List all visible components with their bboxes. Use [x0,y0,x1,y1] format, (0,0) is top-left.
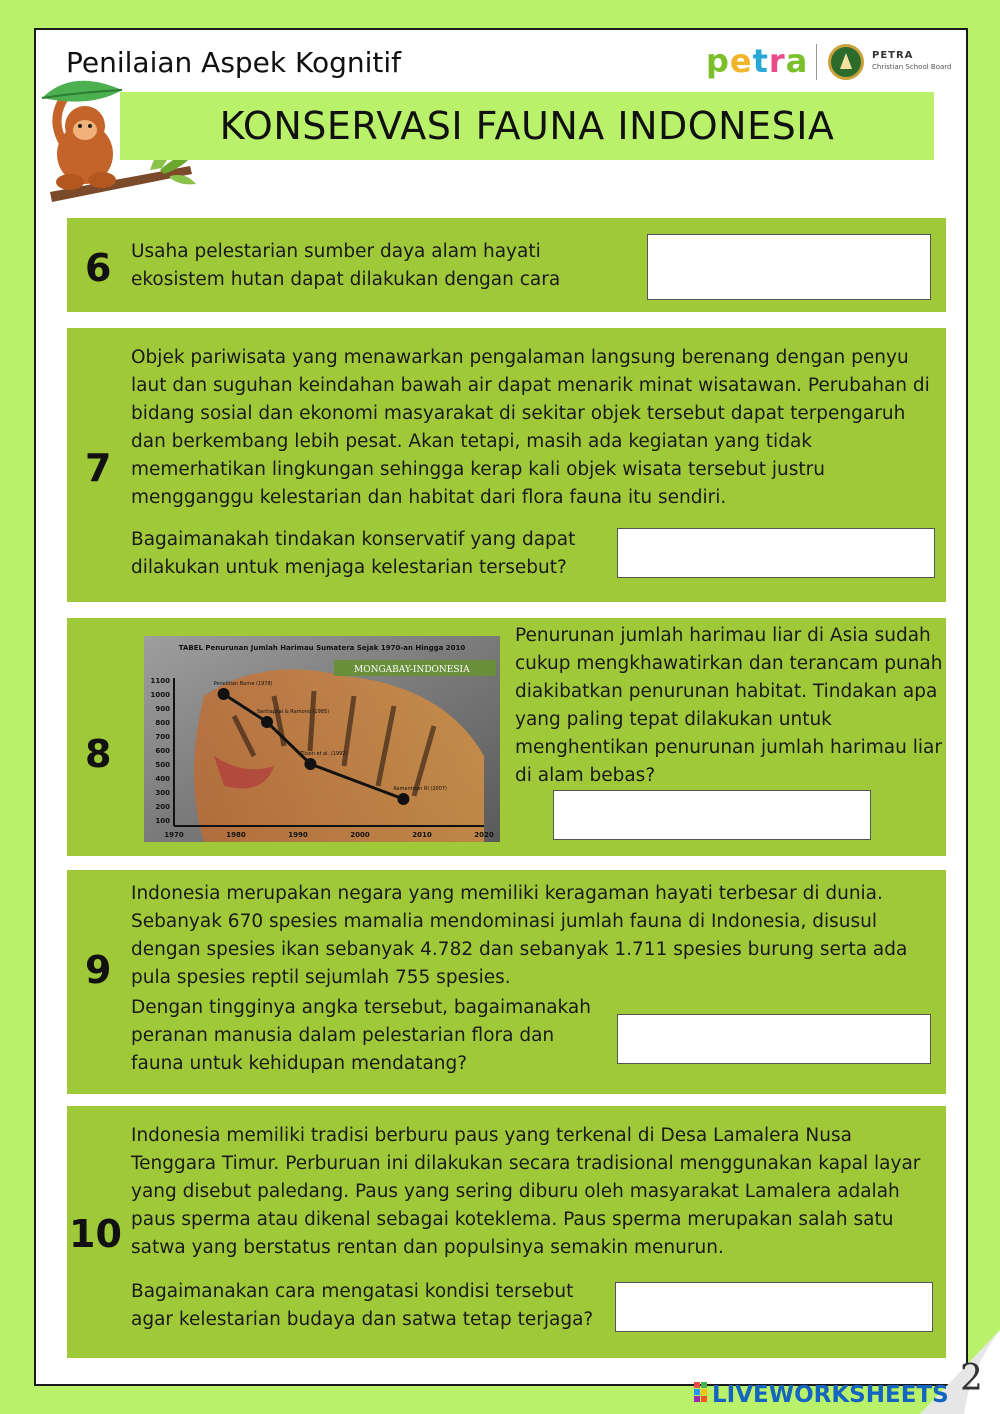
x-tick-label: 2010 [412,831,432,839]
answer-box-10[interactable] [615,1282,933,1332]
title-banner [120,92,934,160]
assessment-title: Penilaian Aspek Kognitif [66,46,402,79]
y-tick-label: 300 [155,789,170,797]
data-point [218,688,230,700]
y-tick-label: 800 [155,719,170,727]
question-number: 8 [85,732,112,776]
y-tick-label: 200 [155,803,170,811]
answer-box-6[interactable] [647,234,931,300]
question-number: 10 [69,1212,122,1256]
board-name: PETRA [872,50,914,61]
question-prompt: Dengan tingginya angka tersebut, bagaimanakah peranan manusia dalam pelestarian flora dan fauna untuk kehidupan mendatang? [131,997,591,1074]
question-number: 6 [85,246,112,290]
question-text: Objek pariwisata yang menawarkan pengalaman langsung berenang dengan penyu laut dan suguhan keindahan bawah air dapat menarik minat wisatawan. Perubahan di bidang sosial dan ekonomi masyarakat di sekitar objek tersebut dapat terpengaruh dan berkembang lebih pesat. Akan tetapi, masih ada kegiatan yang tidak memerhatikan lingkungan sehingga kerap kali objek wisata tersebut justru mengganggu kelestarian dan habitat dari flora fauna itu sendiri. [131,347,930,508]
y-tick-label: 500 [155,761,170,769]
liveworksheets-logo [694,1376,994,1410]
y-tick-label: 1000 [150,691,170,699]
data-point-label: Tilson et al. (1992) [300,751,348,757]
logo-divider [816,44,817,80]
y-tick-label: 700 [155,733,170,741]
question-text: Usaha pelestarian sumber daya alam hayati ekosistem hutan dapat dilakukan dengan cara [131,241,561,290]
data-point [304,758,316,770]
question-card-10 [67,1106,946,1358]
y-tick-label: 400 [155,775,170,783]
chart-watermark: MONGABAY-INDONESIA [354,665,470,675]
x-tick-label: 2000 [350,831,370,839]
board-subtitle: Christian School Board [872,63,952,71]
x-tick-label: 1990 [288,831,308,839]
question-number: 9 [85,948,112,992]
banner-title: KONSERVASI FAUNA INDONESIA [219,104,835,148]
data-point-label: Kementrian RI (2007) [393,786,448,792]
question-number: 7 [85,446,112,490]
question-card-9 [67,870,946,1094]
question-text: Indonesia memiliki tradisi berburu paus yang terkenal di Desa Lamalera Nusa Tenggara Timur. Perburuan ini dilakukan secara tradisional menggunakan kapal layar yang disebut paledang. Paus yang sering diburu oleh masyarakat Lamalera adalah paus sperma atau dikenal sebagai koteklema. Paus sperma merupakan salah satu satwa yang berstatus rentan dan populsinya semakin menurun. [131,1125,921,1258]
question-card-7 [67,328,946,602]
chart-title: TABEL Penurunan Jumlah Harimau Sumatera Sejak 1970-an Hingga 2010 [178,644,466,652]
page-number: 2 [960,1358,983,1399]
answer-box-7[interactable] [617,528,935,578]
tiger-population-chart [144,636,500,842]
liveworksheets-brand: LIVEWORKSHEETS [712,1382,949,1408]
x-tick-label: 1980 [226,831,246,839]
y-tick-label: 100 [155,817,170,825]
answer-box-9[interactable] [617,1014,931,1064]
school-seal-icon [828,44,864,80]
data-point [261,716,273,728]
question-card-6 [67,218,946,312]
data-point [397,793,409,805]
liveworksheets-icon [694,1382,707,1402]
petra-logo: petra [706,42,809,80]
answer-box-8[interactable] [553,790,871,840]
question-text: Indonesia merupakan negara yang memiliki keragaman hayati terbesar di dunia. Sebanyak 670 spesies mamalia mendominasi jumlah fauna di Indonesia, disusul dengan spesies ikan sebanyak 4.782 dan sebanyak 1.711 spesies burung serta ada pula spesies reptil sejumlah 755 spesies. [131,883,908,988]
y-tick-label: 600 [155,747,170,755]
data-point-label: Santiapilai & Ramono (1985) [257,709,330,715]
data-point-label: Penelitian Borne (1978) [213,681,273,687]
question-text: Penurunan jumlah harimau liar di Asia sudah cukup mengkhawatirkan dan terancam punah diakibatkan penurunan habitat. Tindakan apa yang paling tepat dilakukan untuk menghentikan penurunan jumlah harimau liar di alam bebas? [515,625,943,786]
y-tick-label: 900 [155,705,170,713]
question-prompt: Bagaimanakah tindakan konservatif yang dapat dilakukan untuk menjaga kelestarian tersebut? [131,529,576,578]
x-tick-label: 1970 [164,831,184,839]
question-prompt: Bagaimanakan cara mengatasi kondisi tersebut agar kelestarian budaya dan satwa tetap terjaga? [131,1281,594,1330]
x-tick-label: 2020 [474,831,494,839]
y-tick-label: 1100 [150,677,170,685]
